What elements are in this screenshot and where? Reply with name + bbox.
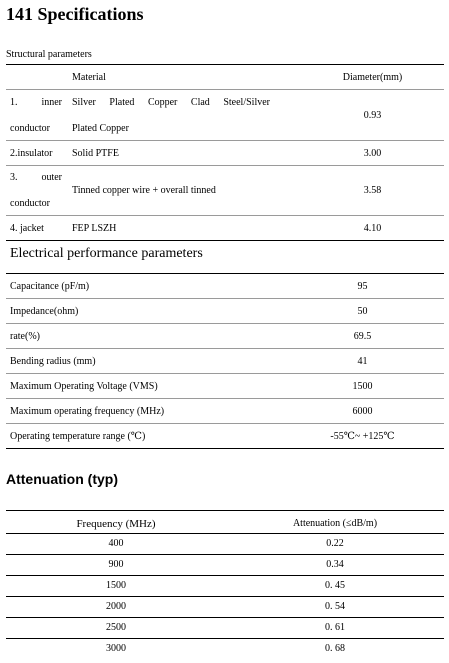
part-label: conductor <box>10 198 50 209</box>
material-text: Silver Plated Copper Clad Steel/Silver <box>72 97 270 108</box>
part-label: 4. jacket <box>10 223 44 234</box>
structural-bottom-rule <box>6 240 444 241</box>
parameter-value: 6000 <box>352 406 373 417</box>
divider <box>6 398 444 399</box>
attenuation-value: 0.34 <box>326 559 344 570</box>
diameter-value: 0.93 <box>363 110 382 121</box>
diameter-value: 3.00 <box>363 148 382 159</box>
divider <box>6 554 444 555</box>
parameter-value: -55℃~ +125℃ <box>330 431 395 442</box>
divider <box>6 348 444 349</box>
divider <box>6 448 444 449</box>
attenuation-value: 0.22 <box>326 538 344 549</box>
divider <box>6 140 444 141</box>
electrical-heading: Electrical performance parameters <box>10 246 203 261</box>
structural-top-rule <box>6 64 444 65</box>
divider <box>6 165 444 166</box>
divider <box>6 323 444 324</box>
header-diameter: Diameter(mm) <box>342 72 403 83</box>
attenuation-value: 0. 54 <box>325 601 345 612</box>
frequency-value: 400 <box>108 538 124 549</box>
attenuation-header-rule <box>6 533 444 534</box>
parameter-label: Operating temperature range (℃) <box>10 431 146 442</box>
parameter-label: Bending radius (mm) <box>10 356 96 367</box>
divider <box>6 298 444 299</box>
parameter-label: Capacitance (pF/m) <box>10 281 90 292</box>
page-title: 141 Specifications <box>6 4 144 24</box>
material-text: Solid PTFE <box>72 148 119 159</box>
divider <box>6 575 444 576</box>
divider <box>6 89 444 90</box>
divider <box>6 596 444 597</box>
frequency-value: 1500 <box>106 580 126 591</box>
diameter-value: 4.10 <box>363 223 382 234</box>
frequency-value: 2500 <box>106 622 126 633</box>
header-material: Material <box>72 72 106 83</box>
parameter-label: Maximum Operating Voltage (VMS) <box>10 381 158 392</box>
attenuation-top-rule <box>6 510 444 511</box>
attenuation-value: 0. 61 <box>325 622 345 633</box>
parameter-value: 1500 <box>352 381 373 392</box>
structural-label: Structural parameters <box>6 49 92 60</box>
frequency-value: 900 <box>108 559 124 570</box>
diameter-value: 3.58 <box>363 185 382 196</box>
material-text: Plated Copper <box>72 123 129 134</box>
divider <box>6 617 444 618</box>
parameter-value: 41 <box>357 356 368 367</box>
material-text: FEP LSZH <box>72 223 117 234</box>
attenuation-value: 0. 68 <box>325 643 345 654</box>
parameter-label: Impedance(ohm) <box>10 306 79 317</box>
electrical-top-rule <box>6 273 444 274</box>
divider <box>6 215 444 216</box>
parameter-label: rate(%) <box>10 331 40 342</box>
part-label: 3. outer <box>10 172 62 183</box>
parameter-value: 95 <box>357 281 368 292</box>
parameter-value: 50 <box>357 306 368 317</box>
header-attenuation: Attenuation (≤dB/m) <box>292 518 378 529</box>
part-label: 2.insulator <box>10 148 53 159</box>
frequency-value: 2000 <box>106 601 126 612</box>
part-label: conductor <box>10 123 50 134</box>
parameter-value: 69.5 <box>353 331 372 342</box>
attenuation-value: 0. 45 <box>325 580 345 591</box>
attenuation-heading: Attenuation (typ) <box>6 471 118 487</box>
part-label: 1. inner <box>10 97 62 108</box>
material-text: Tinned copper wire + overall tinned <box>72 185 216 196</box>
frequency-value: 3000 <box>106 643 126 654</box>
divider <box>6 638 444 639</box>
divider <box>6 423 444 424</box>
header-frequency: Frequency (MHz) <box>76 518 156 530</box>
divider <box>6 373 444 374</box>
parameter-label: Maximum operating frequency (MHz) <box>10 406 165 417</box>
